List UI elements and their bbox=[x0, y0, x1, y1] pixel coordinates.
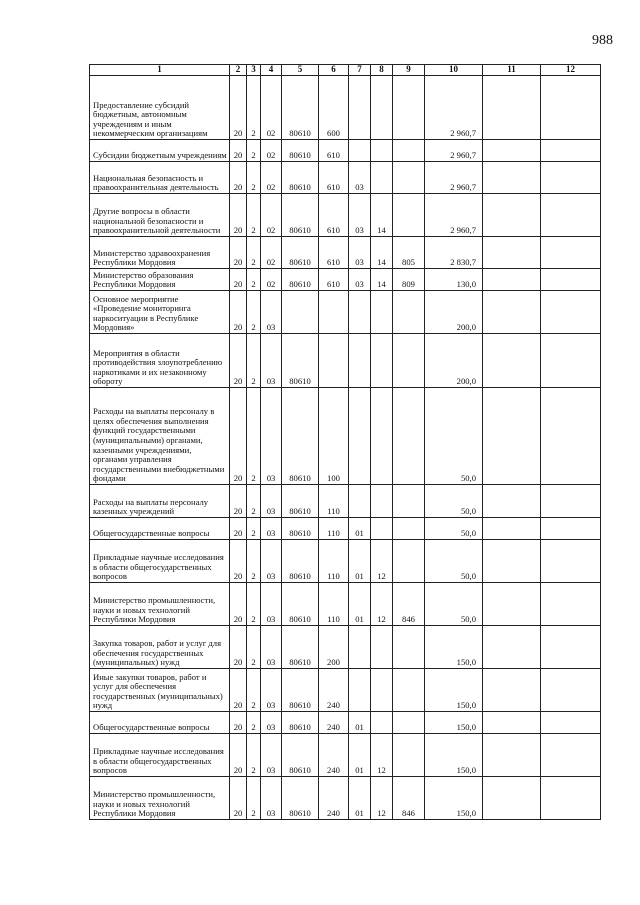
row-name-cell: Министерство здравоохранения Республики Мордовия bbox=[90, 237, 230, 269]
cell-col-12 bbox=[541, 669, 601, 712]
cell-col-5: 80610 bbox=[282, 669, 319, 712]
cell-col-12 bbox=[541, 518, 601, 540]
cell-col-5: 80610 bbox=[282, 626, 319, 669]
column-header: 12 bbox=[541, 65, 601, 76]
cell-col-9 bbox=[393, 669, 425, 712]
cell-col-10: 50,0 bbox=[425, 583, 483, 626]
cell-col-6: 110 bbox=[319, 518, 349, 540]
cell-col-3: 2 bbox=[247, 334, 261, 388]
table-row bbox=[90, 669, 601, 712]
cell-col-12 bbox=[541, 734, 601, 777]
cell-col-6: 110 bbox=[319, 485, 349, 518]
cell-col-10: 50,0 bbox=[425, 540, 483, 583]
cell-col-7: 03 bbox=[349, 162, 371, 194]
cell-col-7 bbox=[349, 669, 371, 712]
cell-col-8: 12 bbox=[371, 734, 393, 777]
row-name-cell: Министерство промышленности, науки и новых технологий Республики Мордовия bbox=[90, 777, 230, 820]
cell-col-7 bbox=[349, 291, 371, 334]
cell-col-7: 01 bbox=[349, 734, 371, 777]
cell-col-11 bbox=[483, 237, 541, 269]
cell-col-10: 150,0 bbox=[425, 712, 483, 734]
cell-col-2: 20 bbox=[230, 669, 247, 712]
cell-col-12 bbox=[541, 583, 601, 626]
cell-col-3: 2 bbox=[247, 140, 261, 162]
cell-col-8: 12 bbox=[371, 540, 393, 583]
cell-col-11 bbox=[483, 485, 541, 518]
table-row bbox=[90, 194, 601, 237]
cell-col-6: 610 bbox=[319, 194, 349, 237]
cell-col-8: 12 bbox=[371, 583, 393, 626]
cell-col-12 bbox=[541, 194, 601, 237]
cell-col-3: 2 bbox=[247, 269, 261, 291]
cell-col-8 bbox=[371, 485, 393, 518]
cell-col-3: 2 bbox=[247, 669, 261, 712]
cell-col-12 bbox=[541, 140, 601, 162]
cell-col-8 bbox=[371, 669, 393, 712]
cell-col-4: 03 bbox=[261, 777, 282, 820]
table-row bbox=[90, 269, 601, 291]
cell-col-8 bbox=[371, 140, 393, 162]
cell-col-11 bbox=[483, 540, 541, 583]
cell-col-5: 80610 bbox=[282, 237, 319, 269]
row-name-cell: Мероприятия в области противодействия злоупотреблению наркотиками и их незаконному обороту bbox=[90, 334, 230, 388]
cell-col-9 bbox=[393, 540, 425, 583]
cell-col-11 bbox=[483, 518, 541, 540]
cell-col-7 bbox=[349, 334, 371, 388]
cell-col-9 bbox=[393, 388, 425, 485]
cell-col-11 bbox=[483, 626, 541, 669]
column-header-row bbox=[90, 65, 601, 76]
cell-col-10: 200,0 bbox=[425, 291, 483, 334]
cell-col-3: 2 bbox=[247, 777, 261, 820]
cell-col-12 bbox=[541, 237, 601, 269]
table-row bbox=[90, 626, 601, 669]
column-header: 7 bbox=[349, 65, 371, 76]
cell-col-9 bbox=[393, 162, 425, 194]
cell-col-9 bbox=[393, 140, 425, 162]
cell-col-9 bbox=[393, 291, 425, 334]
cell-col-5: 80610 bbox=[282, 388, 319, 485]
cell-col-5: 80610 bbox=[282, 269, 319, 291]
budget-table bbox=[89, 64, 601, 820]
cell-col-12 bbox=[541, 334, 601, 388]
cell-col-4: 03 bbox=[261, 626, 282, 669]
cell-col-11 bbox=[483, 334, 541, 388]
row-name-cell: Национальная безопасность и правоохранительная деятельность bbox=[90, 162, 230, 194]
cell-col-6: 610 bbox=[319, 237, 349, 269]
cell-col-5: 80610 bbox=[282, 712, 319, 734]
table-row bbox=[90, 777, 601, 820]
cell-col-6: 240 bbox=[319, 734, 349, 777]
cell-col-10: 2 830,7 bbox=[425, 237, 483, 269]
cell-col-6: 600 bbox=[319, 76, 349, 140]
cell-col-10: 2 960,7 bbox=[425, 162, 483, 194]
cell-col-8: 14 bbox=[371, 269, 393, 291]
cell-col-11 bbox=[483, 194, 541, 237]
row-name-cell: Расходы на выплаты персоналу казенных учреждений bbox=[90, 485, 230, 518]
cell-col-10: 150,0 bbox=[425, 626, 483, 669]
cell-col-2: 20 bbox=[230, 194, 247, 237]
cell-col-6: 200 bbox=[319, 626, 349, 669]
column-header: 11 bbox=[483, 65, 541, 76]
cell-col-9 bbox=[393, 712, 425, 734]
cell-col-7 bbox=[349, 388, 371, 485]
cell-col-5: 80610 bbox=[282, 540, 319, 583]
cell-col-2: 20 bbox=[230, 269, 247, 291]
cell-col-6 bbox=[319, 334, 349, 388]
table-row bbox=[90, 140, 601, 162]
cell-col-7 bbox=[349, 626, 371, 669]
cell-col-10: 150,0 bbox=[425, 734, 483, 777]
table-row bbox=[90, 518, 601, 540]
page-number: 988 bbox=[592, 33, 613, 48]
table-row bbox=[90, 485, 601, 518]
cell-col-7: 01 bbox=[349, 540, 371, 583]
row-name-cell: Другие вопросы в области национальной безопасности и правоохранительной деятельности bbox=[90, 194, 230, 237]
cell-col-8 bbox=[371, 76, 393, 140]
cell-col-9: 846 bbox=[393, 777, 425, 820]
cell-col-5: 80610 bbox=[282, 140, 319, 162]
cell-col-4: 03 bbox=[261, 583, 282, 626]
cell-col-5: 80610 bbox=[282, 583, 319, 626]
cell-col-4: 03 bbox=[261, 485, 282, 518]
cell-col-2: 20 bbox=[230, 518, 247, 540]
cell-col-2: 20 bbox=[230, 583, 247, 626]
table-row bbox=[90, 583, 601, 626]
cell-col-10: 50,0 bbox=[425, 485, 483, 518]
cell-col-4: 02 bbox=[261, 162, 282, 194]
table-row bbox=[90, 712, 601, 734]
cell-col-4: 03 bbox=[261, 518, 282, 540]
cell-col-11 bbox=[483, 291, 541, 334]
cell-col-11 bbox=[483, 388, 541, 485]
cell-col-6: 240 bbox=[319, 777, 349, 820]
row-name-cell: Закупка товаров, работ и услуг для обеспечения государственных (муниципальных) нужд bbox=[90, 626, 230, 669]
cell-col-7: 01 bbox=[349, 712, 371, 734]
row-name-cell: Министерство образования Республики Мордовия bbox=[90, 269, 230, 291]
cell-col-4: 03 bbox=[261, 334, 282, 388]
cell-col-9 bbox=[393, 626, 425, 669]
cell-col-2: 20 bbox=[230, 140, 247, 162]
cell-col-2: 20 bbox=[230, 712, 247, 734]
cell-col-6: 110 bbox=[319, 583, 349, 626]
row-name-cell: Общегосударственные вопросы bbox=[90, 518, 230, 540]
column-header: 1 bbox=[90, 65, 230, 76]
cell-col-5: 80610 bbox=[282, 485, 319, 518]
row-name-cell: Общегосударственные вопросы bbox=[90, 712, 230, 734]
cell-col-2: 20 bbox=[230, 540, 247, 583]
row-name-cell: Предоставление субсидий бюджетным, автономным учреждениям и иным некоммерческим организациям bbox=[90, 76, 230, 140]
cell-col-3: 2 bbox=[247, 540, 261, 583]
cell-col-11 bbox=[483, 712, 541, 734]
cell-col-10: 2 960,7 bbox=[425, 76, 483, 140]
cell-col-4: 02 bbox=[261, 194, 282, 237]
cell-col-4: 03 bbox=[261, 388, 282, 485]
cell-col-7: 03 bbox=[349, 194, 371, 237]
cell-col-9 bbox=[393, 194, 425, 237]
cell-col-4: 03 bbox=[261, 291, 282, 334]
cell-col-10: 2 960,7 bbox=[425, 194, 483, 237]
cell-col-3: 2 bbox=[247, 76, 261, 140]
cell-col-9 bbox=[393, 334, 425, 388]
cell-col-5: 80610 bbox=[282, 777, 319, 820]
cell-col-2: 20 bbox=[230, 334, 247, 388]
table-row bbox=[90, 237, 601, 269]
cell-col-7: 03 bbox=[349, 269, 371, 291]
cell-col-3: 2 bbox=[247, 518, 261, 540]
cell-col-12 bbox=[541, 162, 601, 194]
table-body bbox=[90, 65, 601, 820]
cell-col-10: 50,0 bbox=[425, 518, 483, 540]
cell-col-7 bbox=[349, 140, 371, 162]
cell-col-5 bbox=[282, 291, 319, 334]
row-name-cell: Прикладные научные исследования в области общегосударственных вопросов bbox=[90, 540, 230, 583]
cell-col-11 bbox=[483, 269, 541, 291]
cell-col-9: 846 bbox=[393, 583, 425, 626]
cell-col-2: 20 bbox=[230, 162, 247, 194]
cell-col-4: 03 bbox=[261, 669, 282, 712]
cell-col-6 bbox=[319, 291, 349, 334]
cell-col-3: 2 bbox=[247, 194, 261, 237]
cell-col-5: 80610 bbox=[282, 734, 319, 777]
cell-col-11 bbox=[483, 734, 541, 777]
cell-col-12 bbox=[541, 626, 601, 669]
cell-col-4: 02 bbox=[261, 269, 282, 291]
cell-col-7 bbox=[349, 485, 371, 518]
cell-col-11 bbox=[483, 777, 541, 820]
cell-col-4: 03 bbox=[261, 540, 282, 583]
cell-col-8 bbox=[371, 291, 393, 334]
row-name-cell: Прикладные научные исследования в области общегосударственных вопросов bbox=[90, 734, 230, 777]
column-header: 8 bbox=[371, 65, 393, 76]
cell-col-3: 2 bbox=[247, 734, 261, 777]
cell-col-11 bbox=[483, 140, 541, 162]
cell-col-2: 20 bbox=[230, 388, 247, 485]
column-header: 4 bbox=[261, 65, 282, 76]
cell-col-8 bbox=[371, 388, 393, 485]
table-row bbox=[90, 76, 601, 140]
cell-col-9: 805 bbox=[393, 237, 425, 269]
cell-col-4: 03 bbox=[261, 712, 282, 734]
cell-col-3: 2 bbox=[247, 712, 261, 734]
column-header: 5 bbox=[282, 65, 319, 76]
column-header: 9 bbox=[393, 65, 425, 76]
cell-col-9: 809 bbox=[393, 269, 425, 291]
cell-col-9 bbox=[393, 76, 425, 140]
cell-col-12 bbox=[541, 712, 601, 734]
cell-col-11 bbox=[483, 583, 541, 626]
cell-col-6: 110 bbox=[319, 540, 349, 583]
cell-col-5: 80610 bbox=[282, 518, 319, 540]
row-name-cell: Расходы на выплаты персоналу в целях обеспечения выполнения функций государственными (муниципальными) органами, казенными учреждениями, органами управления государственными внебюджетными фондами bbox=[90, 388, 230, 485]
cell-col-2: 20 bbox=[230, 76, 247, 140]
cell-col-2: 20 bbox=[230, 291, 247, 334]
column-header: 2 bbox=[230, 65, 247, 76]
cell-col-2: 20 bbox=[230, 734, 247, 777]
cell-col-6: 240 bbox=[319, 712, 349, 734]
cell-col-5: 80610 bbox=[282, 162, 319, 194]
cell-col-9 bbox=[393, 485, 425, 518]
cell-col-11 bbox=[483, 162, 541, 194]
cell-col-10: 130,0 bbox=[425, 269, 483, 291]
cell-col-6: 610 bbox=[319, 162, 349, 194]
table-row bbox=[90, 334, 601, 388]
table-row bbox=[90, 540, 601, 583]
row-name-cell: Субсидии бюджетным учреждениям bbox=[90, 140, 230, 162]
row-name-cell: Иные закупки товаров, работ и услуг для обеспечения государственных (муниципальных) нужд bbox=[90, 669, 230, 712]
cell-col-10: 2 960,7 bbox=[425, 140, 483, 162]
cell-col-4: 02 bbox=[261, 76, 282, 140]
cell-col-4: 02 bbox=[261, 140, 282, 162]
cell-col-8 bbox=[371, 626, 393, 669]
cell-col-5: 80610 bbox=[282, 76, 319, 140]
cell-col-8 bbox=[371, 334, 393, 388]
cell-col-12 bbox=[541, 388, 601, 485]
cell-col-2: 20 bbox=[230, 485, 247, 518]
cell-col-12 bbox=[541, 777, 601, 820]
cell-col-8 bbox=[371, 162, 393, 194]
cell-col-2: 20 bbox=[230, 626, 247, 669]
cell-col-9 bbox=[393, 734, 425, 777]
cell-col-8 bbox=[371, 712, 393, 734]
cell-col-3: 2 bbox=[247, 291, 261, 334]
cell-col-3: 2 bbox=[247, 583, 261, 626]
cell-col-8 bbox=[371, 518, 393, 540]
cell-col-5: 80610 bbox=[282, 334, 319, 388]
cell-col-9 bbox=[393, 518, 425, 540]
table-row bbox=[90, 388, 601, 485]
cell-col-2: 20 bbox=[230, 777, 247, 820]
cell-col-7: 01 bbox=[349, 777, 371, 820]
cell-col-7: 01 bbox=[349, 583, 371, 626]
cell-col-6: 100 bbox=[319, 388, 349, 485]
cell-col-3: 2 bbox=[247, 485, 261, 518]
cell-col-3: 2 bbox=[247, 388, 261, 485]
cell-col-6: 240 bbox=[319, 669, 349, 712]
cell-col-10: 150,0 bbox=[425, 669, 483, 712]
cell-col-3: 2 bbox=[247, 162, 261, 194]
table-row bbox=[90, 291, 601, 334]
cell-col-2: 20 bbox=[230, 237, 247, 269]
cell-col-8: 14 bbox=[371, 194, 393, 237]
row-name-cell: Основное мероприятие «Проведение мониторинга наркоситуации в Республике Мордовия» bbox=[90, 291, 230, 334]
cell-col-7: 03 bbox=[349, 237, 371, 269]
cell-col-10: 200,0 bbox=[425, 334, 483, 388]
cell-col-3: 2 bbox=[247, 626, 261, 669]
cell-col-3: 2 bbox=[247, 237, 261, 269]
cell-col-6: 610 bbox=[319, 269, 349, 291]
column-header: 10 bbox=[425, 65, 483, 76]
row-name-cell: Министерство промышленности, науки и новых технологий Республики Мордовия bbox=[90, 583, 230, 626]
cell-col-6: 610 bbox=[319, 140, 349, 162]
cell-col-5: 80610 bbox=[282, 194, 319, 237]
cell-col-12 bbox=[541, 485, 601, 518]
cell-col-12 bbox=[541, 76, 601, 140]
column-header: 3 bbox=[247, 65, 261, 76]
cell-col-11 bbox=[483, 669, 541, 712]
cell-col-8: 14 bbox=[371, 237, 393, 269]
cell-col-10: 150,0 bbox=[425, 777, 483, 820]
cell-col-12 bbox=[541, 291, 601, 334]
cell-col-12 bbox=[541, 540, 601, 583]
cell-col-4: 03 bbox=[261, 734, 282, 777]
cell-col-7: 01 bbox=[349, 518, 371, 540]
column-header: 6 bbox=[319, 65, 349, 76]
cell-col-7 bbox=[349, 76, 371, 140]
cell-col-10: 50,0 bbox=[425, 388, 483, 485]
cell-col-12 bbox=[541, 269, 601, 291]
cell-col-4: 02 bbox=[261, 237, 282, 269]
table-row bbox=[90, 162, 601, 194]
table-row bbox=[90, 734, 601, 777]
cell-col-8: 12 bbox=[371, 777, 393, 820]
cell-col-11 bbox=[483, 76, 541, 140]
